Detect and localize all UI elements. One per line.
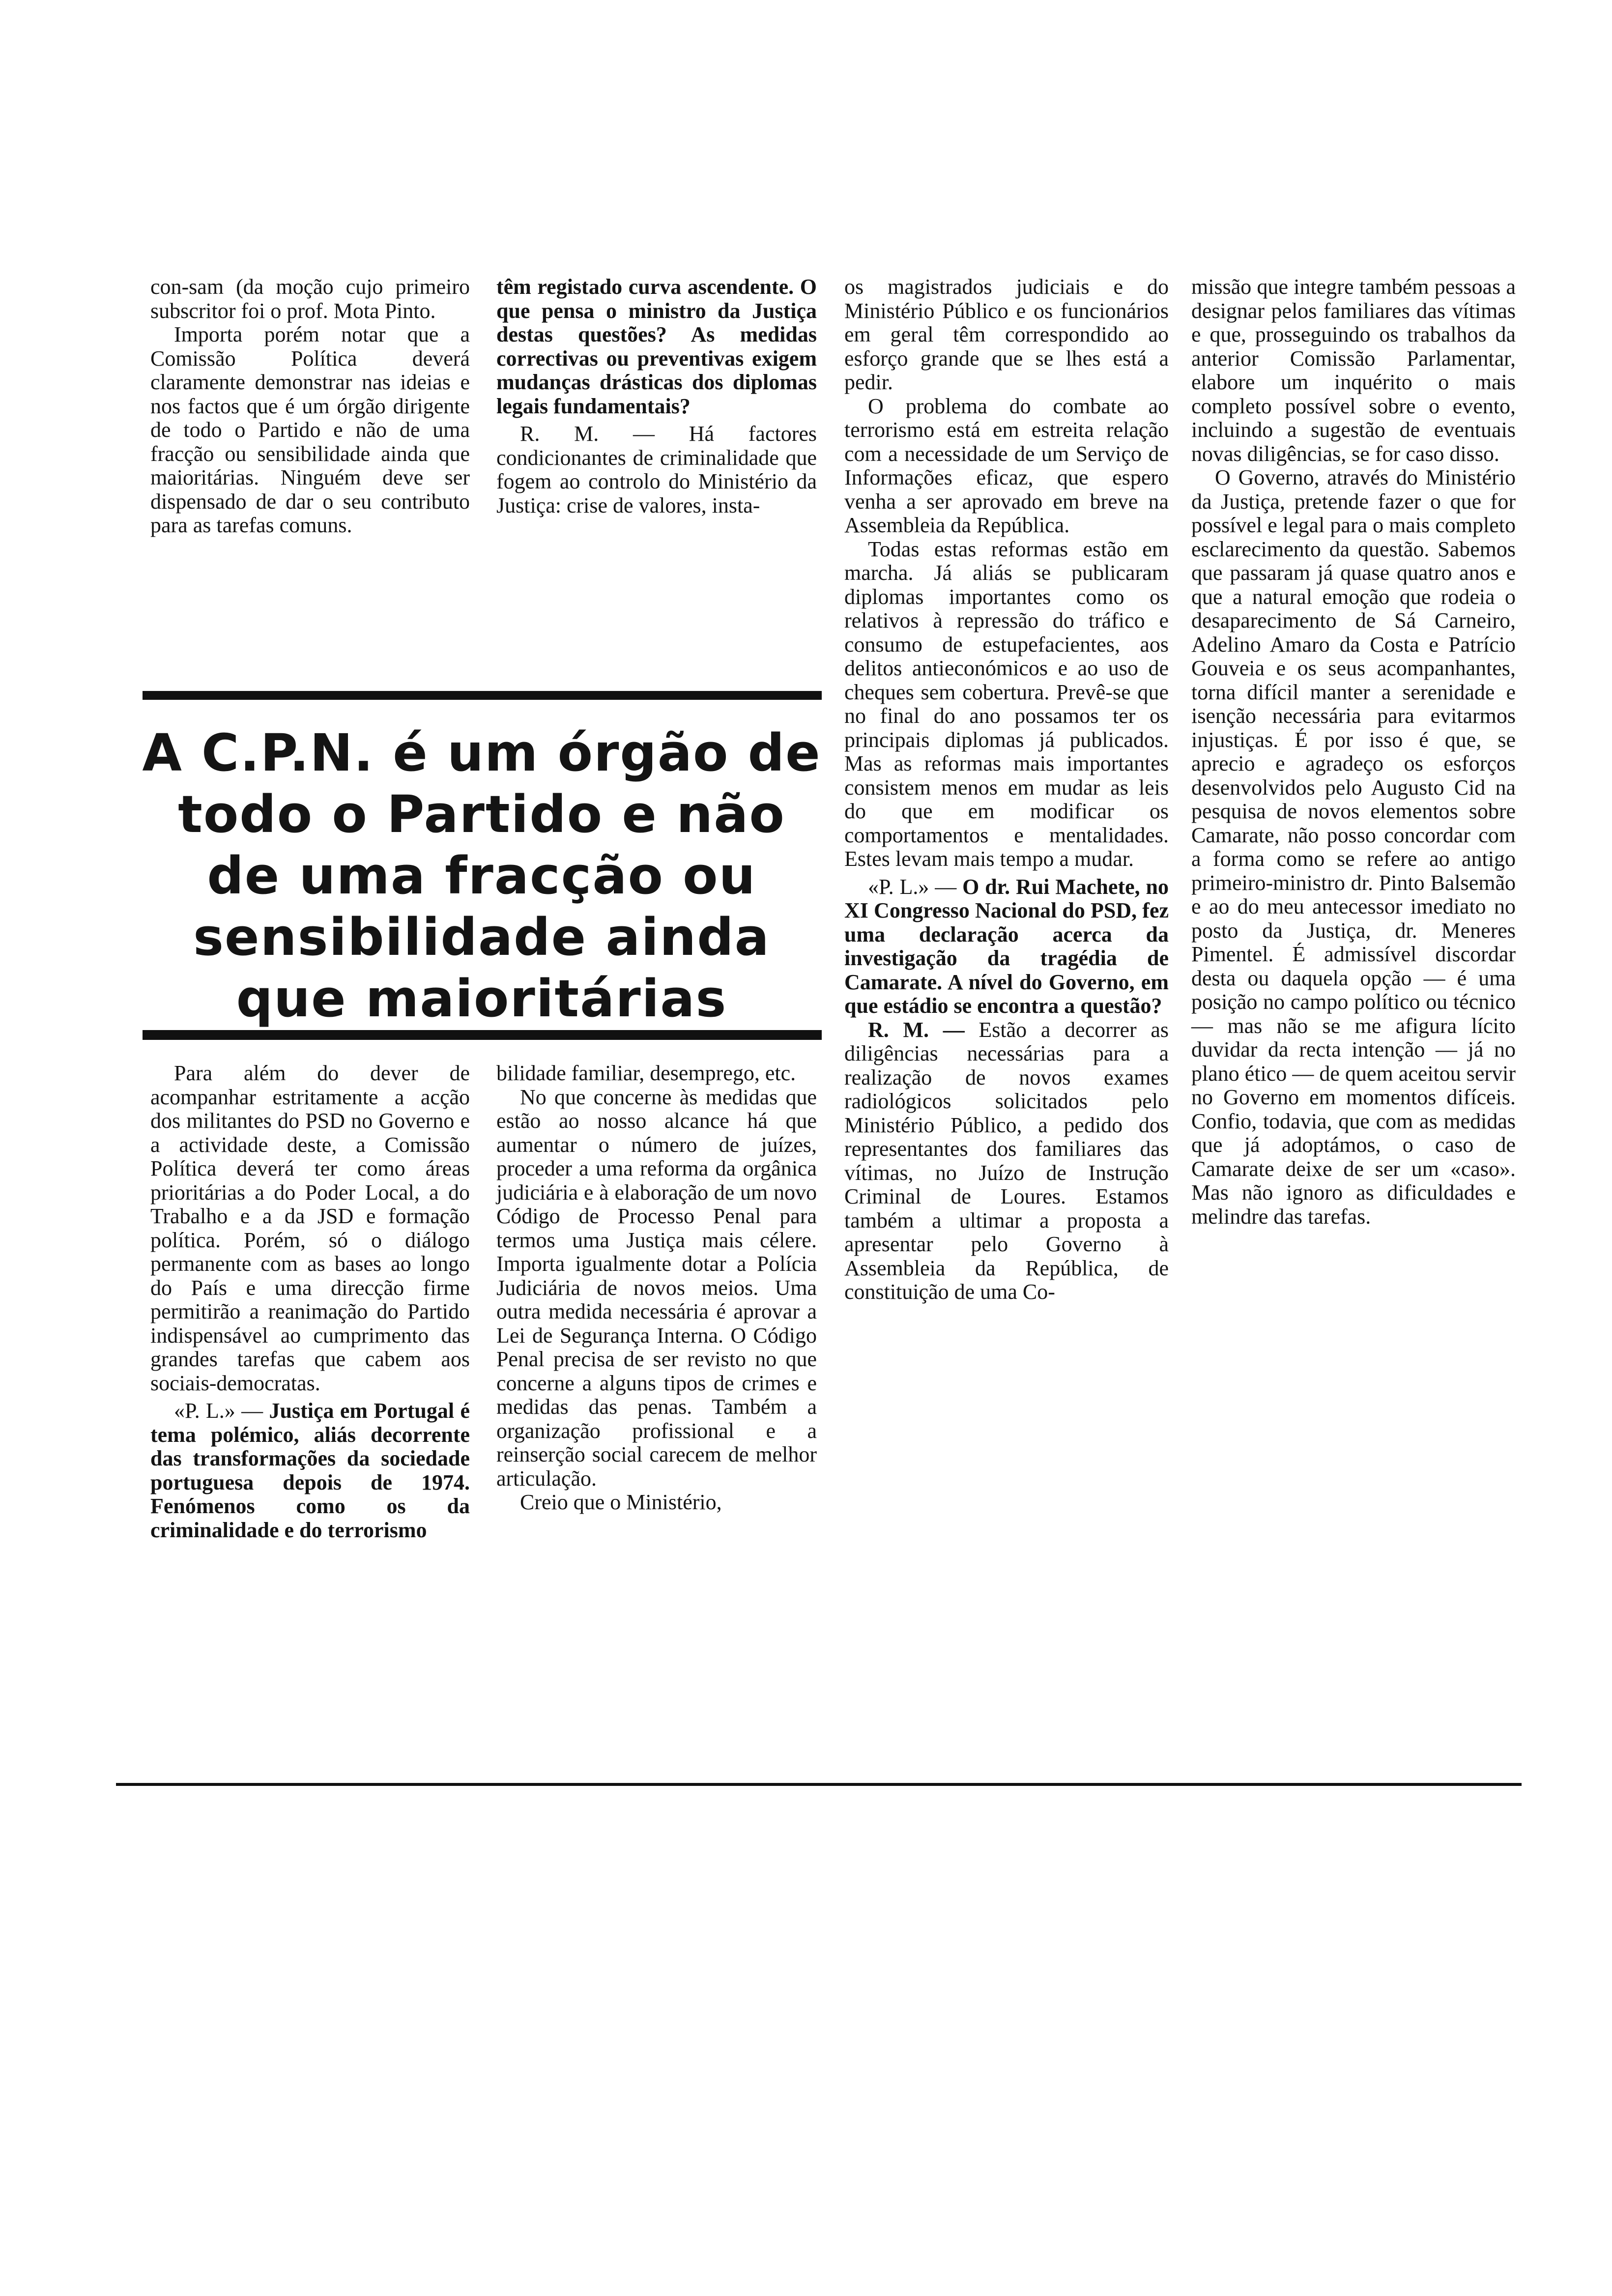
headline-line-5: que maioritárias bbox=[236, 969, 727, 1029]
column2-bottom bbox=[496, 1062, 817, 1515]
headline-bottom-rule bbox=[143, 1030, 822, 1040]
column4-para-1: missão que integre também pessoas a designar pelos familiares das vítimas e que, prosseguindo os trabalhos da anterior Comissão Parlamentar, elabore um inquérito o mais completo possível sobre o evento, incluindo a sugestão de eventuais novas diligências, se for caso disso. bbox=[1191, 275, 1516, 466]
headline-line-4: sensibilidade ainda bbox=[193, 907, 770, 967]
headline-line-2: todo o Partido e não bbox=[178, 784, 785, 844]
question-text: O dr. Rui Machete, no XI Congresso Nacional do PSD, fez uma declaração acerca da investigação da tragédia de Camarate. A nível do Governo, em que estádio se encontra a questão? bbox=[844, 874, 1169, 1018]
question-lead: «P. L.» — bbox=[868, 874, 963, 899]
column1-bottom-para-1: Para além do dever de acompanhar estritamente a acção dos militantes do PSD no Governo e a actividade deste, a Comissão Política deverá ter como áreas prioritárias a do Poder Local, a do Trabalho e a da JSD e formação política. Porém, só o diálogo permanente com as bases ao longo do País e uma direcção firme permitirão a reanimação do Partido indispensável ao cumprimento das grandes tarefas que cabem aos sociais-democratas. bbox=[150, 1061, 470, 1395]
column3 bbox=[844, 275, 1169, 1304]
column1-top-para-2: Importa porém notar que a Comissão Política deverá claramente demonstrar nas ideias e nos factos que é um órgão dirigente de todo o Partido e não de uma fracção ou sensibilidade ainda que maioritárias. Ninguém deve ser dispensado de dar o seu contributo para as tarefas comuns. bbox=[150, 322, 470, 537]
column2-top bbox=[496, 275, 817, 517]
column2-bottom-para-2: No que concerne às medidas que estão ao nosso alcance há que aumentar o número de juízes, proceder a uma reforma da orgânica judiciária e à elaboração de um novo Código de Processo Penal para termos uma Justiça mais célere. Importa igualmente dotar a Polícia Judiciária de novos meios. Uma outra medida necessária é aprovar a Lei de Segurança Interna. O Código Penal precisa de ser revisto no que concerne a alguns tipos de crimes e medidas das penas. Também a organização profissional e a reinserção social carecem de melhor articulação. bbox=[496, 1085, 817, 1491]
question-text: Justiça em Portugal é tema polémico, aliás decorrente das transformações da sociedade portuguesa depois de 1974. Fenómenos como os da criminalidade e do terrorismo bbox=[150, 1399, 470, 1542]
column4 bbox=[1191, 275, 1516, 1229]
column1-top-para-1: con-sam (da moção cujo primeiro subscritor foi o prof. Mota Pinto. bbox=[150, 275, 470, 323]
column2-bottom-para-1: bilidade familiar, desemprego, etc. bbox=[496, 1061, 796, 1085]
article-bottom-rule bbox=[116, 1783, 1522, 1786]
column1-top bbox=[150, 275, 470, 538]
headline-line-1: A C.P.N. é um órgão de bbox=[142, 723, 821, 783]
column3-para-3: Todas estas reformas estão em marcha. Já aliás se publicaram diplomas importantes como os relativos à repressão do tráfico e consumo de estupefacientes, aos delitos antieconómicos e ao uso de cheques sem cobertura. Prevê-se que no final do ano possamos ter os principais diplomas já publicados. Mas as reformas mais importantes consistem menos em mudar as leis do que em modificar os comportamentos e mentalidades. Estes levam mais tempo a mudar. bbox=[844, 537, 1169, 871]
column1-bottom bbox=[150, 1062, 470, 1542]
headline-line-3: de uma fracção ou bbox=[207, 846, 756, 906]
column3-answer bbox=[844, 1018, 1169, 1304]
answer-text: Estão a decorrer as diligências necessárias para a realização de novos exames radiológicos solicitados pelo Ministério Público, a pedido dos representantes dos familiares das vítimas, no Juízo de Instrução Criminal de Loures. Estamos também a ultimar a proposta a apresentar pelo Governo à Assembleia da República, de constituição de uma Co- bbox=[844, 1017, 1169, 1304]
headline bbox=[133, 722, 831, 1030]
headline-top-rule bbox=[143, 691, 822, 700]
column3-para-1: os magistrados judiciais e do Ministério Público e os funcionários em geral têm correspondido ao esforço grande que se lhes está a pedir. bbox=[844, 275, 1169, 394]
column2-top-question: têm registado curva ascendente. O que pensa o ministro da Justiça destas questões? As medidas correctivas ou preventivas exigem mudanças drásticas dos diplomas legais fundamentais? bbox=[496, 275, 817, 418]
answer-lead: R. M. — bbox=[868, 1017, 979, 1042]
column4-para-2: O Governo, através do Ministério da Justiça, pretende fazer o que for possível e legal para o mais completo esclarecimento da questão. Sabemos que passaram já quase quatro anos e que a natural emoção que rodeia o desaparecimento de Sá Carneiro, Adelino Amaro da Costa e Patrício Gouveia e os seus acompanhantes, torna difícil manter a serenidade e isenção necessária para evitarmos injustiças. É por isso é que, se aprecio e agradeço os esforços desenvolvidos pelo Augusto Cid na pesquisa de novos elementos sobre Camarate, não posso concordar com a forma como se refere ao antigo primeiro-ministro dr. Pinto Balsemão e ao do meu antecessor imediato no posto da Justiça, dr. Meneres Pimentel. É admissível discordar desta ou daquela opção — é uma posição no campo político ou técnico — mas não se me afigura lícito duvidar da recta intenção — já no plano ético — de quem aceitou servir no Governo em momentos difíceis. Confio, todavia, que com as medidas que já adoptámos, o caso de Camarate deixe de ser um «caso». Mas não ignoro as dificuldades e melindre das tarefas. bbox=[1191, 465, 1516, 1229]
column3-question bbox=[844, 875, 1169, 1018]
column2-bottom-para-3: Creio que o Ministério, bbox=[520, 1490, 722, 1514]
column2-top-answer: R. M. — Há factores condicionantes de criminalidade que fogem ao controlo do Ministério da Justiça: crise de valores, insta- bbox=[496, 422, 817, 517]
column3-para-2: O problema do combate ao terrorismo está em estreita relação com a necessidade de um Serviço de Informações eficaz, que espero venha a ser aprovado em breve na Assembleia da República. bbox=[844, 394, 1169, 537]
question-lead: «P. L.» — bbox=[174, 1399, 269, 1423]
column1-bottom-question bbox=[150, 1399, 470, 1542]
